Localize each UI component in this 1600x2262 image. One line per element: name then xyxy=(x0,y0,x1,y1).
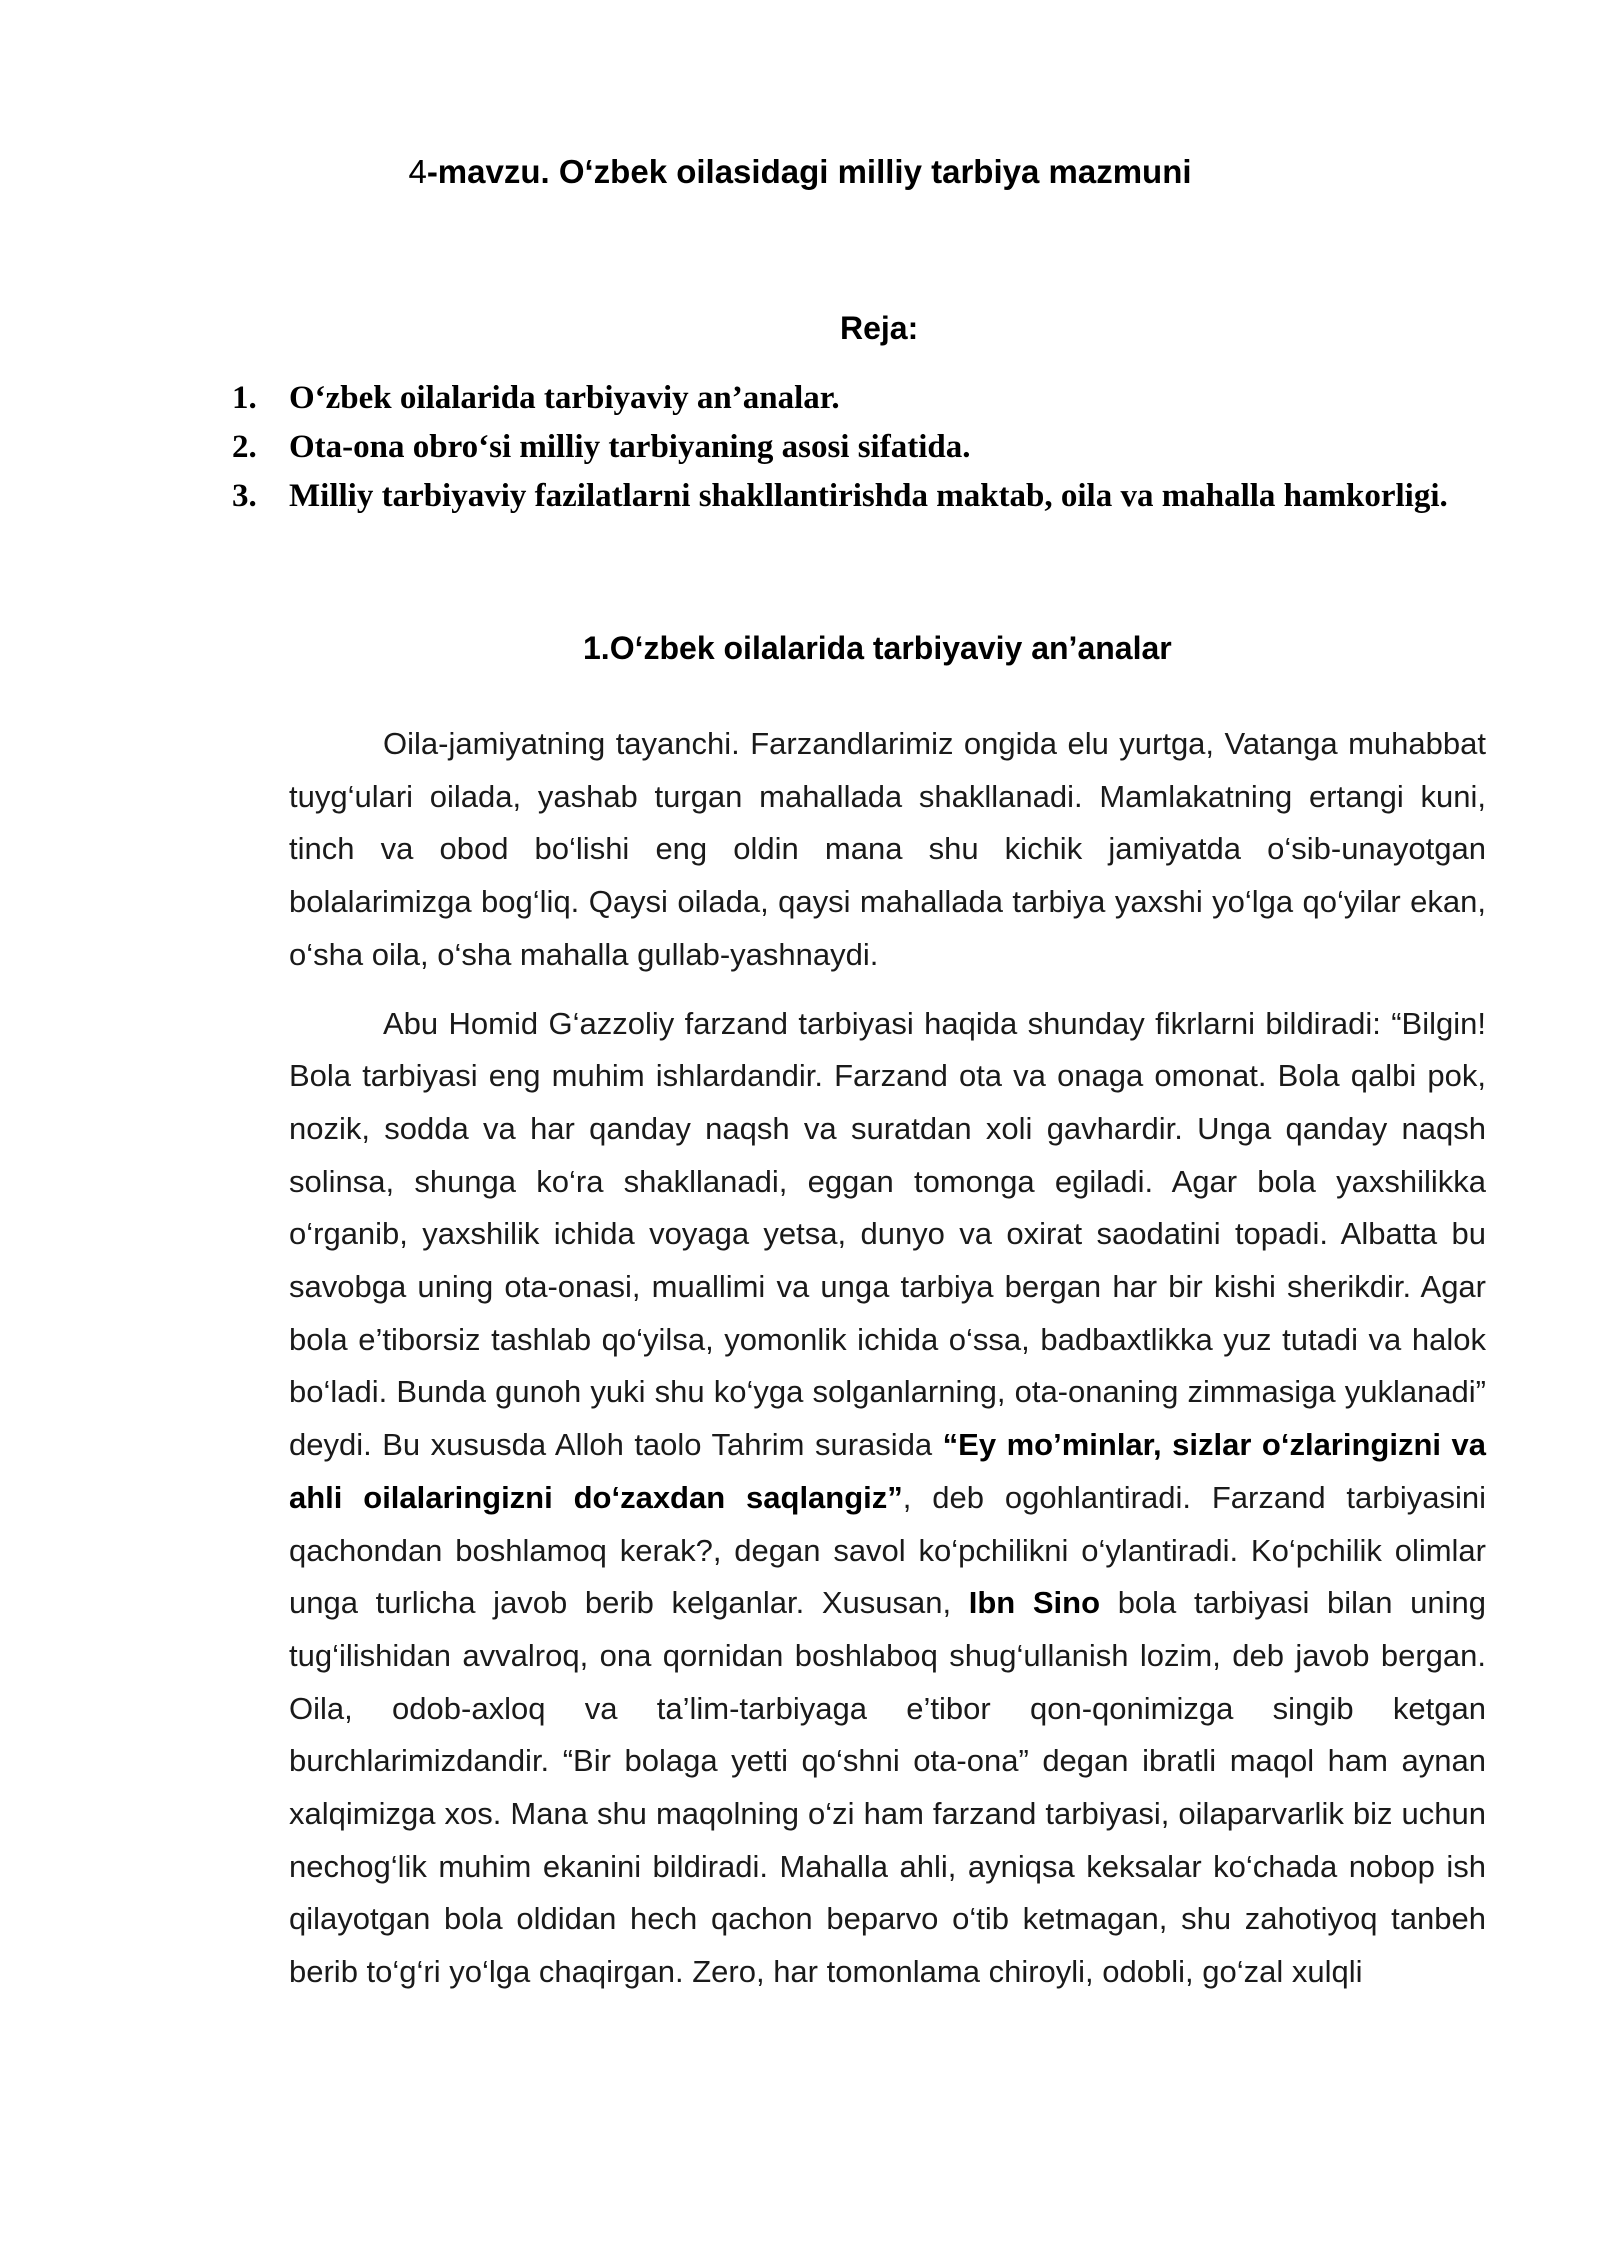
paragraph-2-text-b: , deb ogohlantiradi. Farzand tarbiyasini qachondan boshlamoq kerak?, degan savol ko‘pchilikni o‘ylantiradi. Ko‘pchilik olimlar unga turlicha javob berib kelganlar. Xususan, xyxy=(289,1479,1486,1621)
plan-heading: Reja: xyxy=(840,310,919,346)
paragraph-2-text-c: bola tarbiyasi bilan uning tug‘ilishidan avvalroq, ona qornidan boshlaboq shug‘ullanish lozim, deb javob bergan. Oila, odob-axloq va ta’lim-tarbiyaga e’tibor qon-qonimizga singib ketgan burchlarimizdandir. “Bir bolaga yetti qo‘shni ota-ona” degan ibratli maqol ham aynan xalqimizga xos. Mana shu maqolning o‘zi ham farzand tarbiyasi, oilaparvarlik biz uchun nechog‘lik muhim ekanini bildiradi. Mahalla ahli, ayniqsa keksalar ko‘chada nobop ish qilayotgan bola oldidan hech qachon beparvo o‘tib ketmagan, shu zahotiyoq tanbeh berib to‘g‘ri yo‘lga chaqirgan. Zero, har tomonlama chiroyli, odobli, go‘zal xulqli xyxy=(289,1585,1487,1990)
body-text xyxy=(289,718,1486,2015)
section-heading: 1.O‘zbek oilalarida tarbiyaviy an’analar xyxy=(583,630,1172,666)
plan-item xyxy=(232,472,1468,521)
scholar-name: Ibn Sino xyxy=(968,1585,1101,1621)
plan-item-text: Milliy tarbiyaviy fazilatlarni shakllantirishda maktab, oila va mahalla hamkorligi. xyxy=(289,478,1448,514)
plan-item-text: O‘zbek oilalarida tarbiyaviy an’analar. xyxy=(289,380,840,416)
paragraph-2 xyxy=(289,998,1486,1999)
plan-item-marker: 1. xyxy=(232,380,257,416)
plan-item xyxy=(232,374,1468,423)
plan-item-marker: 2. xyxy=(232,429,257,465)
title-number: 4 xyxy=(408,153,427,190)
page-title xyxy=(0,150,1600,194)
title-text: -mavzu. O‘zbek oilasidagi milliy tarbiya mazmuni xyxy=(426,153,1192,190)
plan-item-marker: 3. xyxy=(232,478,257,514)
paragraph-2-text-a: Abu Homid G‘azzoliy farzand tarbiyasi haqida shunday fikrlarni bildiradi: “Bilgin! Bola tarbiyasi eng muhim ishlardandir. Farzand ota va onaga omonat. Bola qalbi pok, nozik, sodda va har qanday naqsh va suratdan xoli gavhardir. Unga qanday naqsh solinsa, shunga ko‘ra shakllanadi, eggan tomonga egiladi. Agar bola yaxshilikka o‘rganib, yaxshilik ichida voyaga yetsa, dunyo va oxirat saodatini topadi. Albatta bu savobga uning ota-onasi, muallimi va unga tarbiya bergan har bir kishi sherikdir. Agar bola e’tiborsiz tashlab qo‘yilsa, yomonlik ichida o‘ssa, badbaxtlikka yuz tutadi va halok bo‘ladi. Bunda gunoh yuki shu ko‘yga solganlarning, ota-onaning zimmasiga yuklanadi” deydi. Bu xususda Alloh taolo Tahrim surasida xyxy=(289,1005,1486,1463)
plan-item-text: Ota-ona obro‘si milliy tarbiyaning asosi sifatida. xyxy=(289,429,971,465)
quran-quote: “Ey mo’minlar, sizlar o‘zlaringizni va ahli oilalaringizni do‘zaxdan saqlangiz” xyxy=(289,1427,1486,1515)
plan-list xyxy=(232,374,1468,521)
paragraph-1: Oila-jamiyatning tayanchi. Farzandlarimiz ongida elu yurtga, Vatanga muhabbat tuyg‘ulari oilada, yashab turgan mahallada shakllanadi. Mamlakatning ertangi kuni, tinch va obod bo‘lishi eng oldin mana shu kichik jamiyatda o‘sib-unayotgan bolalarimizga bog‘liq. Qaysi oilada, qaysi mahallada tarbiya yaxshi yo‘lga qo‘yilar ekan, o‘sha oila, o‘sha mahalla gullab-yashnaydi. xyxy=(289,726,1486,972)
plan-item xyxy=(232,423,1468,472)
